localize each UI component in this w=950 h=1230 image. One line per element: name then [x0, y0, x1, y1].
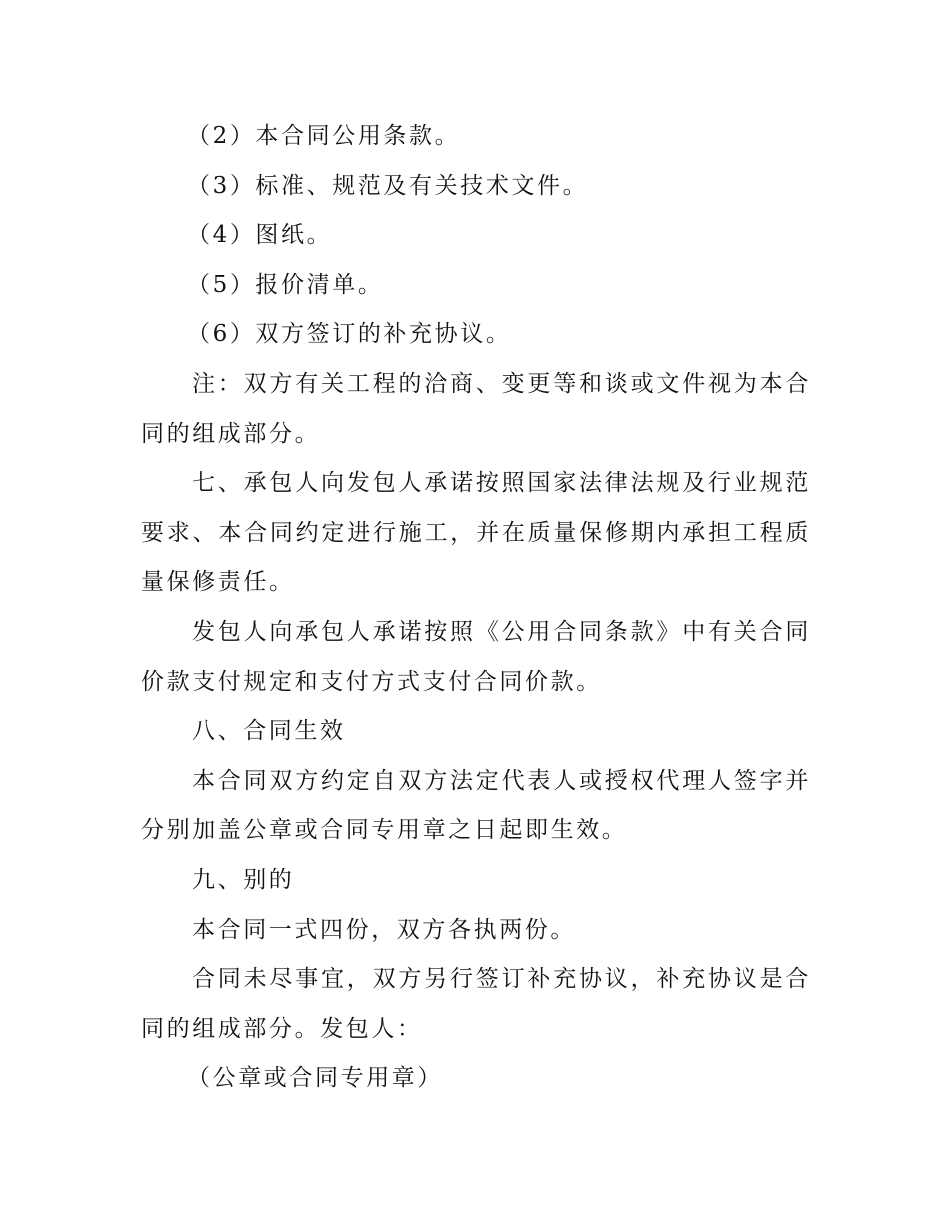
list-item-6: （6）双方签订的补充协议。 [187, 321, 512, 348]
section-8-heading: 八、合同生效 [192, 718, 346, 745]
list-item-5: （5）报价清单。 [187, 271, 384, 298]
copies-paragraph: 本合同一式四份，双方各执两份。 [192, 916, 576, 943]
list-item-2: （2）本合同公用条款。 [187, 123, 461, 149]
effectiveness-paragraph: 本合同双方约定自双方法定代表人或授权代理人签字并分别加盖公章或合同专用章之日起即生效。 [141, 767, 811, 844]
section-7-contractor-commitment: 七、承包人向发包人承诺按照国家法律法规及行业规范要求、本合同约定进行施工，并在质量保修期内承担工程质量保修责任。 [141, 470, 811, 596]
list-item-4: （4）图纸。 [187, 222, 333, 249]
list-item-3: （3）标准、规范及有关技术文件。 [187, 172, 589, 199]
section-9-heading: 九、别的 [192, 866, 295, 893]
supplementary-agreement-paragraph: 合同未尽事宜，双方另行签订补充协议，补充协议是合同的组成部分。发包人： [141, 966, 811, 1042]
note-paragraph: 注：双方有关工程的洽商、变更等和谈或文件视为本合同的组成部分。 [141, 370, 811, 447]
seal-note: （公章或合同专用章） [187, 1065, 443, 1092]
employer-commitment-paragraph: 发包人向承包人承诺按照《公用合同条款》中有关合同价款支付规定和支付方式支付合同价款。 [141, 618, 811, 695]
document-body [141, 112, 811, 1104]
